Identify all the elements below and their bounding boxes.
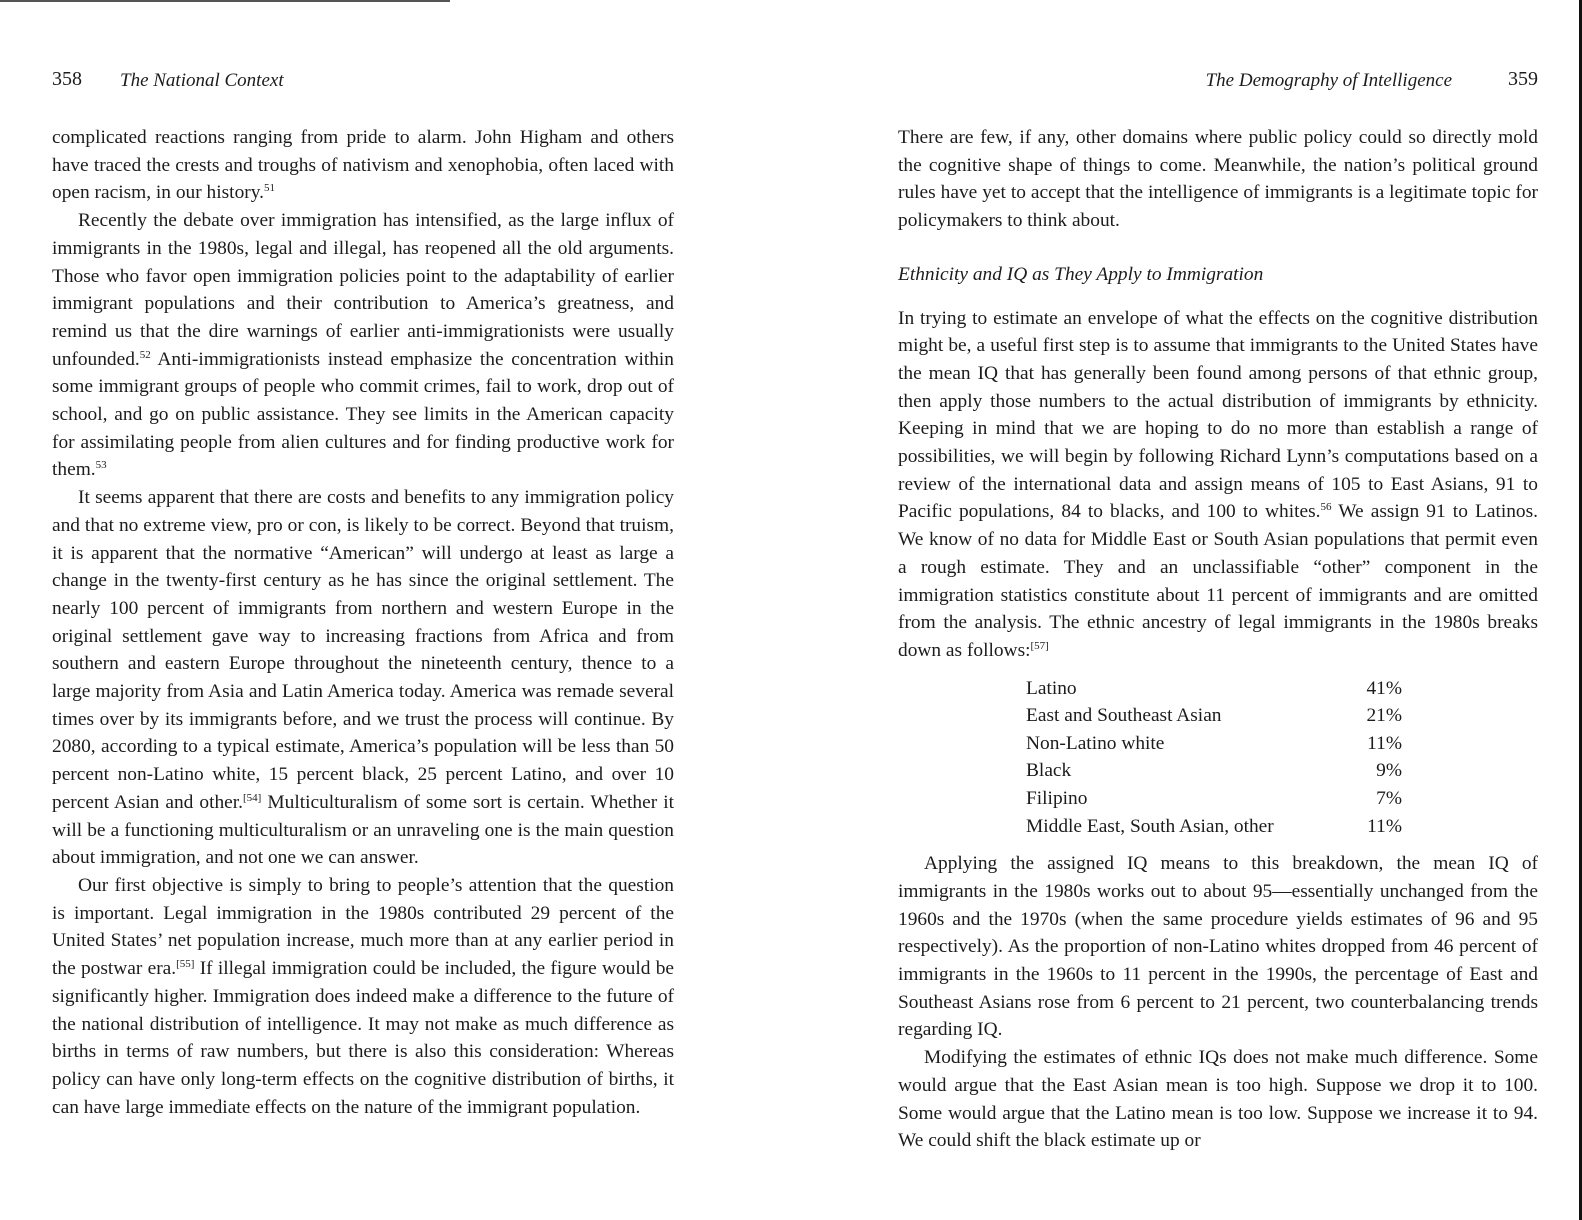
row-label: Black xyxy=(1026,760,1072,782)
row-label: Non-Latino white xyxy=(1026,732,1165,754)
left-page-header xyxy=(52,64,674,96)
section-subheading: Ethnicity and IQ as They Apply to Immigration xyxy=(898,263,1264,285)
row-label: East and Southeast Asian xyxy=(1026,705,1222,727)
row-label: Middle East, South Asian, other xyxy=(1026,815,1274,837)
paragraph-text: Recently the debate over immigration has intensified, as the large influx of immigrants in the 1980s, legal and illegal, has reopened all the old arguments. Those who favor open immigration policies point to the adaptability of earlier immigrant populations and their contribution to America’s greatness, and remind us that the dire warnings of earlier anti-immigrationists were usually unfounded. xyxy=(52,210,674,370)
paragraph-text: If illegal immigration could be included, the figure would be significantly higher. Immigration does indeed make a difference to the future of the national distribution of intelligence. It may not make as much difference as births in terms of raw numbers, but there is also this consideration: Whereas policy can have only long-term effects on the cognitive distribution of births, it can have large immediate effects on the nature of the immigrant population. xyxy=(52,958,674,1118)
right-page-number: 359 xyxy=(1508,68,1538,90)
left-running-head: The National Context xyxy=(120,70,284,91)
paragraph-text: Multiculturalism of some sort is certain. Whether it will be a functioning multiculturalism or an unraveling one is the main question about immigration, and not one we can answer. xyxy=(52,791,674,869)
footnote-ref[interactable]: 53 xyxy=(95,459,107,472)
left-paragraph-4 xyxy=(52,872,674,1121)
row-value: 21% xyxy=(1366,705,1402,727)
left-paragraph-2 xyxy=(52,207,674,484)
left-page xyxy=(52,0,674,1220)
table-row xyxy=(1026,702,1402,730)
row-value: 11% xyxy=(1367,732,1402,754)
row-value: 9% xyxy=(1376,760,1402,782)
row-label: Latino xyxy=(1026,677,1077,699)
footnote-ref[interactable]: 52 xyxy=(139,348,151,361)
table-row xyxy=(1026,757,1402,785)
ancestry-table xyxy=(1026,675,1402,841)
paragraph-text: It seems apparent that there are costs and benefits to any immigration policy and that no extreme view, pro or con, is likely to be correct. Beyond that truism, it is apparent that the normative “American” will undergo at least as large a change in the twenty-first century as he has since the original settlement. The nearly 100 percent of immigrants from northern and western Europe in the original settlement gave way to increasing fractions from Africa and from southern and eastern Europe throughout the nineteenth century, thence to a large majority from Asia and Latin America today. America was remade several times over by its immigrants before, and we trust the process will continue. By 2080, according to a typical estimate, America’s population will be less than 50 percent non-Latino white, 15 percent black, 25 percent Latino, and over 10 percent Asian and other. xyxy=(52,487,674,813)
row-value: 41% xyxy=(1366,677,1402,699)
right-paragraph-2 xyxy=(898,305,1538,665)
left-page-number: 358 xyxy=(52,68,82,90)
footnote-ref[interactable]: [57] xyxy=(1030,639,1049,652)
paragraph-text: In trying to estimate an envelope of what the effects on the cognitive distribution might be, a useful first step is to assume that immigrants to the United States have the mean IQ that has generally been found among persons of that ethnic group, then apply those numbers to the actual distribution of immigrants by ethnicity. Keeping in mind that we are hoping to do no more than establish a range of possibilities, we will begin by following Richard Lynn’s computations based on a review of the international data and assign means of 105 to East Asians, 91 to Pacific populations, 84 to blacks, and 100 to whites. xyxy=(898,307,1538,523)
row-label: Filipino xyxy=(1026,788,1088,810)
table-row xyxy=(1026,785,1402,813)
right-paragraph-1: There are few, if any, other domains where public policy could so directly mold the cognitive shape of things to come. Meanwhile, the nation’s political ground rules have yet to accept that the intelligence of immigrants is a legitimate topic for policymakers to think about. xyxy=(898,127,1538,232)
table-row xyxy=(1026,813,1402,841)
table-row xyxy=(1026,675,1402,703)
footnote-ref[interactable]: [54] xyxy=(243,791,262,804)
footnote-ref[interactable]: 56 xyxy=(1320,501,1332,514)
right-page-body xyxy=(898,124,1538,1155)
left-page-body xyxy=(52,124,674,1121)
paragraph-text: complicated reactions ranging from pride to alarm. John Higham and others have traced the crests and troughs of nativism and xenophobia, often laced with open racism, in our history. xyxy=(52,127,674,204)
paragraph-text: Anti-immigrationists instead emphasize the concentration within some immigrant groups of people who commit crimes, fail to work, drop out of school, and go on public assistance. They see limits in the American capacity for assimilating people from alien cultures and for finding productive work for them. xyxy=(52,348,674,481)
row-value: 11% xyxy=(1367,815,1402,837)
footnote-ref[interactable]: [55] xyxy=(176,958,195,971)
paragraph-text: We assign 91 to Latinos. We know of no data for Middle East or South Asian populations that permit even a rough estimate. They and an unclassifiable “other” component in the immigration statistics constitute about 11 percent of immigrants and are omitted from the analysis. The ethnic ancestry of legal immigrants in the 1980s breaks down as follows: xyxy=(898,501,1539,661)
left-paragraph-3 xyxy=(52,484,674,872)
right-page xyxy=(898,0,1538,1220)
table-row xyxy=(1026,730,1402,758)
right-running-head: The Demography of Intelligence xyxy=(1205,70,1452,91)
row-value: 7% xyxy=(1376,788,1402,810)
left-paragraph-1 xyxy=(52,124,674,207)
footnote-ref[interactable]: 51 xyxy=(264,182,275,195)
right-page-header xyxy=(898,64,1538,96)
right-paragraph-3: Applying the assigned IQ means to this breakdown, the mean IQ of immigrants in the 1980s works out to about 95—essentially unchanged from the 1960s and the 1970s (when the same procedure yields estimates of 96 and 95 respectively). As the proportion of non-Latino whites dropped from 46 percent of immigrants in the 1960s to 11 percent in the 1990s, the percentage of East and Southeast Asians rose from 6 percent to 21 percent, two counterbalancing trends regarding IQ. xyxy=(898,853,1538,1041)
right-paragraph-4: Modifying the estimates of ethnic IQs does not make much difference. Some would argue that the East Asian mean is too high. Suppose we drop it to 100. Some would argue that the Latino mean is too low. Suppose we increase it to 94. We could shift the black estimate up or xyxy=(898,1047,1538,1152)
paragraph-text: Our first objective is simply to bring to people’s attention that the question is important. Legal immigration in the 1980s contributed 29 percent of the United States’ net population increase, much more than at any earlier period in the postwar era. xyxy=(52,874,674,980)
